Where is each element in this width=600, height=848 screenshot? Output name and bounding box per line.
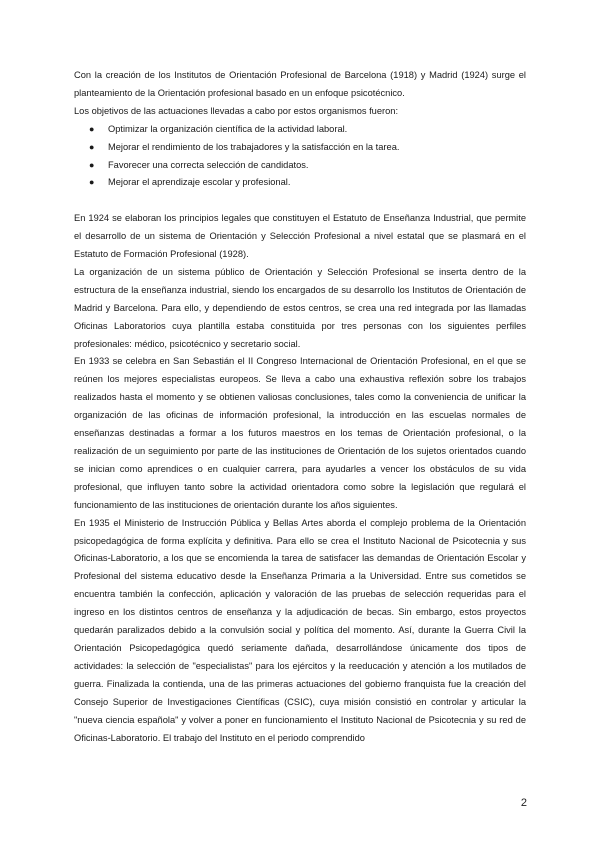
page-number: 2	[520, 797, 527, 809]
objectives-list	[74, 121, 526, 193]
list-item-text: Optimizar la organización científica de la actividad laboral.	[108, 123, 348, 134]
bullet-icon: ●	[89, 123, 95, 134]
bullet-icon: ●	[89, 141, 95, 152]
list-item	[74, 157, 526, 175]
list-item	[74, 121, 526, 139]
list-item	[74, 174, 526, 192]
paragraph-spacer	[74, 192, 526, 210]
bullet-icon: ●	[89, 159, 95, 170]
list-item-text: Mejorar el aprendizaje escolar y profesional.	[108, 177, 291, 188]
list-item-text: Favorecer una correcta selección de candidatos.	[108, 159, 309, 170]
paragraph-1924: En 1924 se elaboran los principios legales que constituyen el Estatuto de Enseñanza Industrial, que permite el desarrollo de un sistema de Orientación y Selección Profesional a nivel estatal que se plasmará en el Estatuto de Formación Profesional (1928).	[74, 213, 526, 260]
paragraph-intro-1: Con la creación de los Institutos de Orientación Profesional de Barcelona (1918) y Madrid (1924) surge el planteamiento de la Orientación profesional basado en un enfoque psicotécnico.	[74, 70, 526, 98]
paragraph-intro-2: Los objetivos de las actuaciones llevadas a cabo por estos organismos fueron:	[74, 105, 399, 116]
document-page	[74, 67, 526, 747]
paragraph-1935: En 1935 el Ministerio de Instrucción Pública y Bellas Artes aborda el complejo problema de la Orientación psicopedagógica de forma explícita y definitiva. Para ello se crea el Instituto Nacional de Psicotecnia y sus Oficinas-Laboratorio, a los que se encomienda la tarea de satisfacer las demandas de Orientación Escolar y Profesional del sistema educativo desde la Enseñanza Primaria a la Universidad. Entre sus cometidos se encuentra también la confección, aplicación y valoración de las pruebas de selección requeridas para el ingreso en los distintos centros de enseñanza y la adjudicación de becas. Sin embargo, estos proyectos quedarán paralizados debido a la convulsión social y política del momento. Así, durante la Guerra Civil la Orientación Psicopedagógica quedó seriamente dañada, desarrollándose únicamente dos tipos de actividades: la selección de "especialistas" para los ejércitos y la reeducación y atención a los mutilados de guerra. Finalizada la contienda, una de las primeras actuaciones del gobierno franquista fue la creación del Consejo Superior de Investigaciones Científicas (CSIC), cuya misión consistió en controlar y articular la "nueva ciencia española" y volver a poner en funcionamiento el Instituto Nacional de Psicotecnia y su red de Oficinas-Laboratorio. El trabajo del Instituto en el periodo comprendido	[74, 517, 526, 743]
bullet-icon: ●	[89, 177, 95, 188]
list-item	[74, 139, 526, 157]
list-item-text: Mejorar el rendimiento de los trabajadores y la satisfacción en la tarea.	[108, 141, 400, 152]
paragraph-1933: En 1933 se celebra en San Sebastián el II Congreso Internacional de Orientación Profesional, en el que se reúnen los mejores especialistas europeos. Se lleva a cabo una exhaustiva reflexión sobre los trabajos realizados hasta el momento y se obtienen valiosas conclusiones, tales como la conveniencia de unificar la organización de las oficinas de información profesional, la introducción en las escuelas normales de enseñanzas destinadas a formar a los futuros maestros en los temas de Orientación profesional, o la realización de un seguimiento por parte de las instituciones de Orientación de los sujetos orientados cuando se inician como aprendices o en cualquier carrera, para ayudarles a vencer los obstáculos de su vida profesional, que influyen tanto sobre la actividad orientadora como sobre la legislación que regulará el funcionamiento de las instituciones de orientación durante los años siguientes.	[74, 356, 526, 510]
paragraph-organization: La organización de un sistema público de Orientación y Selección Profesional se inserta dentro de la estructura de la enseñanza industrial, siendo los encargados de su desarrollo los Institutos de Orientación de Madrid y Barcelona. Para ello, y dependiendo de estos centros, se crea una red integrada por las llamadas Oficinas Laboratorios cuya plantilla estaba constituida por tres personas con los siguientes perfiles profesionales: médico, psicotécnico y secretario social.	[74, 266, 526, 349]
